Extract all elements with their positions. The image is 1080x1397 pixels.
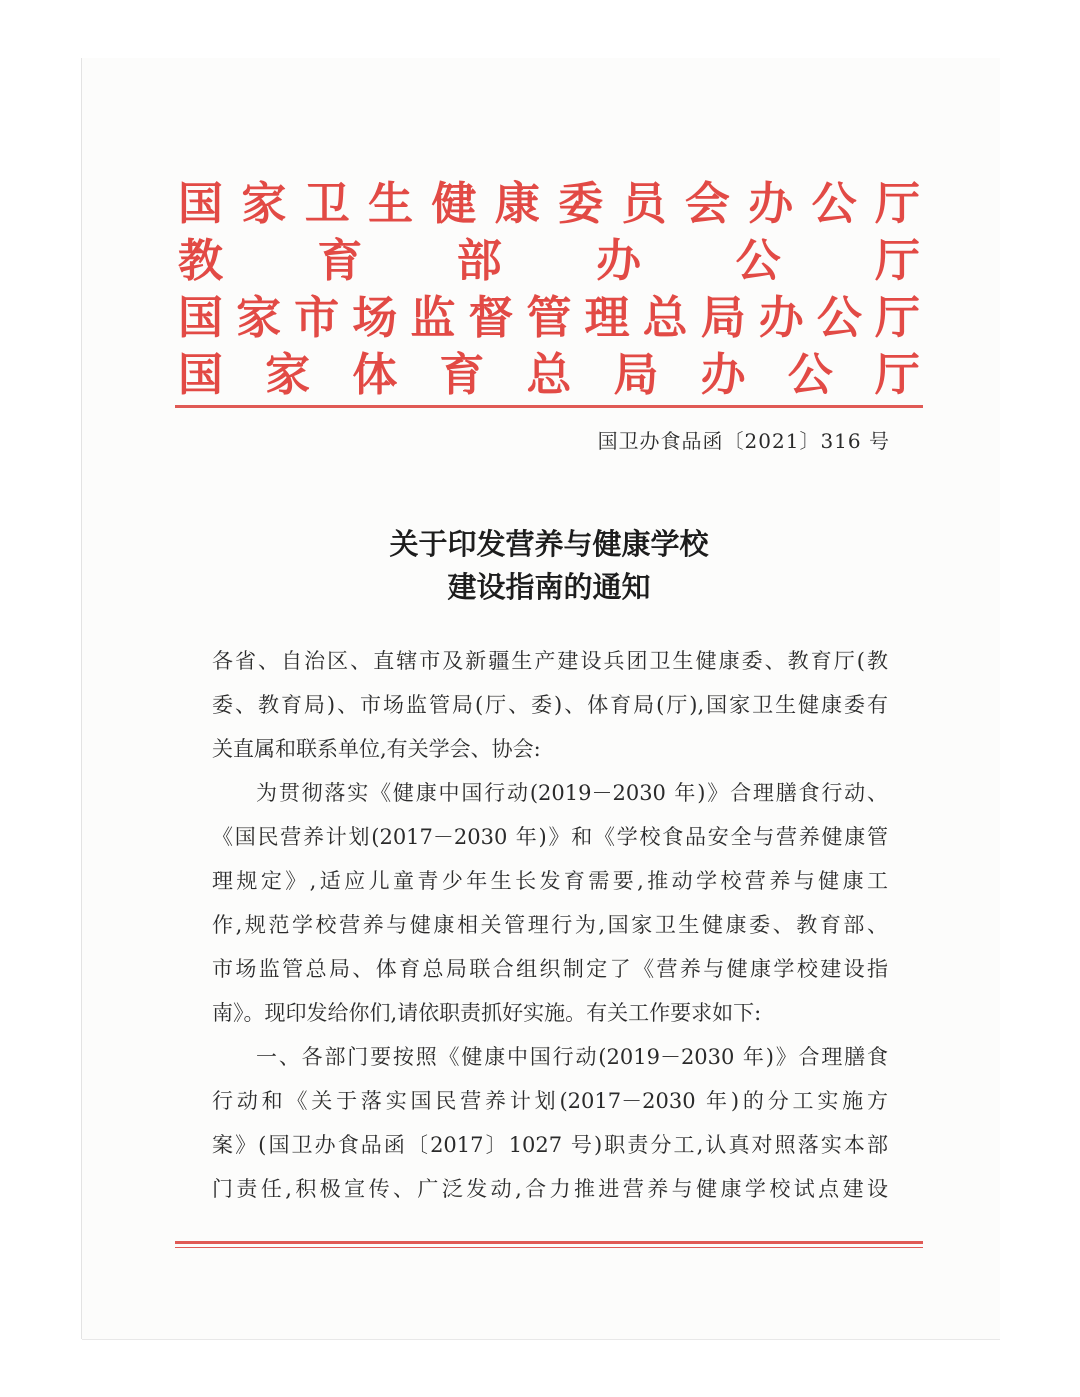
document-number: 国卫办食品函〔2021〕316 号 — [597, 429, 890, 453]
body-line: 行动和《关于落实国民营养计划(2017－2030 年)的分工实施方 — [212, 1089, 888, 1113]
body-line: 案》(国卫办食品函〔2017〕1027 号)职责分工,认真对照落实本部 — [212, 1133, 888, 1157]
body-line: 各省、自治区、直辖市及新疆生产建设兵团卫生健康委、教育厅(教 — [212, 649, 888, 673]
title-line-1: 关于印发营养与健康学校 — [389, 527, 709, 561]
footer-rule-top — [175, 1241, 923, 1244]
org-line-moe: 教 育 部 办 公 厅 — [178, 234, 920, 287]
body-line: 关直属和联系单位,有关学会、协会: — [212, 737, 541, 761]
body-line: 《国民营养计划(2017－2030 年)》和《学校食品安全与营养健康管 — [212, 825, 888, 849]
org-line-nhc: 国 家 卫 生 健 康 委 员 会 办 公 厅 — [178, 177, 920, 230]
title-line-2: 建设指南的通知 — [447, 570, 651, 604]
org-line-samr: 国 家 市 场 监 督 管 理 总 局 办 公 厅 — [178, 291, 920, 344]
org-line-gas: 国 家 体 育 总 局 办 公 厅 — [178, 348, 920, 401]
body-line: 为贯彻落实《健康中国行动(2019－2030 年)》合理膳食行动、 — [256, 781, 888, 805]
body-line: 一、各部门要按照《健康中国行动(2019－2030 年)》合理膳食 — [256, 1045, 888, 1069]
body-line: 作,规范学校营养与健康相关管理行为,国家卫生健康委、教育部、 — [212, 913, 888, 937]
body-line: 委、教育局)、市场监管局(厅、委)、体育局(厅),国家卫生健康委有 — [212, 693, 888, 717]
body-line: 南》。现印发给你们,请依职责抓好实施。有关工作要求如下: — [212, 1001, 762, 1025]
body-line: 市场监管总局、体育总局联合组织制定了《营养与健康学校建设指 — [212, 957, 888, 981]
letterhead-rule — [175, 405, 923, 408]
body-line: 理规定》,适应儿童青少年生长发育需要,推动学校营养与健康工 — [212, 869, 888, 893]
body-line: 门责任,积极宣传、广泛发动,合力推进营养与健康学校试点建设 — [212, 1177, 888, 1201]
footer-rule-bottom — [175, 1247, 923, 1248]
